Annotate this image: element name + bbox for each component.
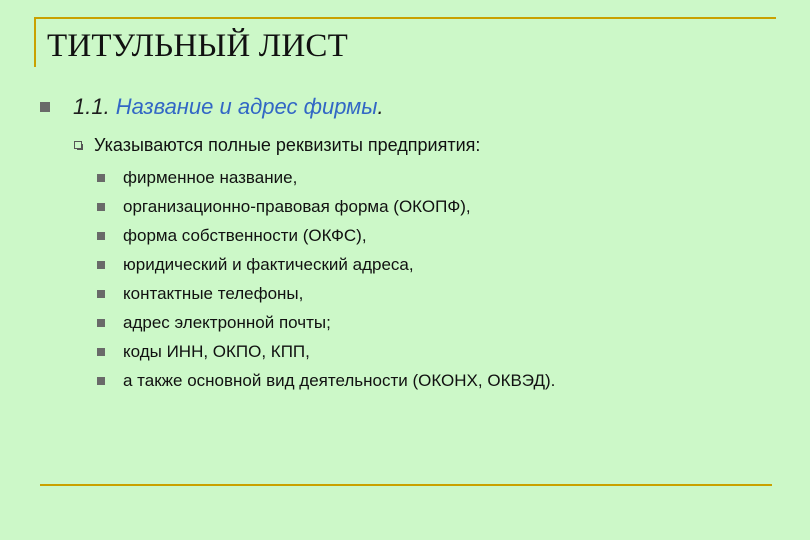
- list-item: [97, 366, 555, 395]
- list-item: [97, 192, 555, 221]
- section-heading: [40, 93, 384, 121]
- list-item-text: коды ИНН, ОКПО, КПП,: [123, 341, 310, 361]
- square-bullet-icon: [97, 348, 105, 356]
- frame-left-line: [34, 17, 36, 67]
- square-bullet-icon: [97, 203, 105, 211]
- square-bullet-icon: [97, 290, 105, 298]
- square-bullet-icon: [97, 174, 105, 182]
- square-bullet-icon: [40, 102, 50, 112]
- section-number: 1.1.: [73, 94, 110, 119]
- list-item-text: форма собственности (ОКФС),: [123, 225, 367, 245]
- list-item-text: организационно-правовая форма (ОКОПФ),: [123, 196, 471, 216]
- list-item-text: юридический и фактический адреса,: [123, 254, 414, 274]
- square-bullet-icon: [97, 319, 105, 327]
- list-item-text: фирменное название,: [123, 167, 298, 187]
- slide-title: ТИТУЛЬНЫЙ ЛИСТ: [47, 28, 348, 64]
- square-bullet-icon: [97, 377, 105, 385]
- list-item: [97, 308, 555, 337]
- requisites-list: [97, 163, 555, 395]
- section-period: .: [377, 94, 384, 119]
- frame-top-line: [34, 17, 776, 19]
- subheading-text: Указываются полные реквизиты предприятия:: [94, 135, 481, 155]
- section-heading-text: [73, 93, 384, 121]
- square-bullet-icon: [97, 232, 105, 240]
- square-bullet-icon: [97, 261, 105, 269]
- list-item: [97, 279, 555, 308]
- list-item-text: а также основной вид деятельности (ОКОНХ, ОКВЭД).: [123, 370, 556, 390]
- list-item: [97, 250, 555, 279]
- list-item: [97, 163, 555, 192]
- list-item: [97, 337, 555, 366]
- section-title: Название и адрес фирмы: [115, 94, 378, 119]
- list-item: [97, 221, 555, 250]
- frame-bottom-line: [40, 484, 772, 486]
- subheading: [74, 134, 480, 156]
- list-item-text: адрес электронной почты;: [123, 312, 331, 332]
- hollow-square-bullet-icon: [74, 141, 82, 149]
- list-item-text: контактные телефоны,: [123, 283, 304, 303]
